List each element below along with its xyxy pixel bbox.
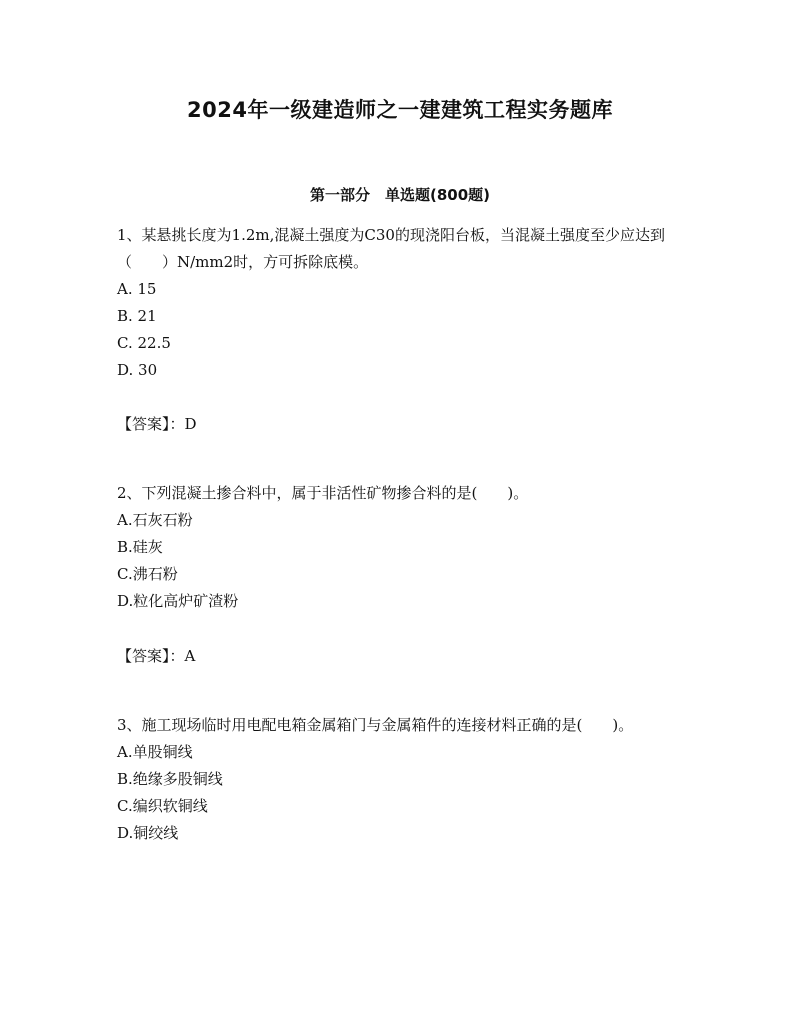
- section-heading: 第一部分 单选题(800题): [309, 186, 491, 204]
- option-b: B.硅灰: [117, 538, 163, 556]
- question-stem: 1、某悬挑长度为1.2m,混凝土强度为C30的现浇阳台板，当混凝土强度至少应达到（ ）N/mm2时，方可拆除底模。: [117, 226, 665, 271]
- question-stem: 3、施工现场临时用电配电箱金属箱门与金属箱件的连接材料正确的是( )。: [117, 716, 634, 734]
- option-c: C.编织软铜线: [117, 797, 208, 815]
- option-a: A. 15: [117, 280, 157, 298]
- document-title: 2024年一级建造师之一建建筑工程实务题库: [187, 98, 613, 122]
- question-2: [117, 480, 687, 615]
- question-1: [117, 222, 687, 384]
- option-a: A.单股铜线: [117, 743, 193, 761]
- option-a: A.石灰石粉: [117, 511, 193, 529]
- option-b: B.绝缘多股铜线: [117, 770, 223, 788]
- question-3: [117, 712, 687, 847]
- option-d: D. 30: [117, 361, 158, 379]
- option-c: C. 22.5: [117, 334, 171, 352]
- option-d: D.粒化高炉矿渣粉: [117, 592, 239, 610]
- question-stem: 2、下列混凝土掺合料中，属于非活性矿物掺合料的是( )。: [117, 484, 529, 502]
- answer-1: 【答案】：D: [117, 415, 197, 433]
- option-c: C.沸石粉: [117, 565, 178, 583]
- option-d: D.铜绞线: [117, 824, 179, 842]
- answer-2: 【答案】：A: [117, 647, 196, 665]
- option-b: B. 21: [117, 307, 157, 325]
